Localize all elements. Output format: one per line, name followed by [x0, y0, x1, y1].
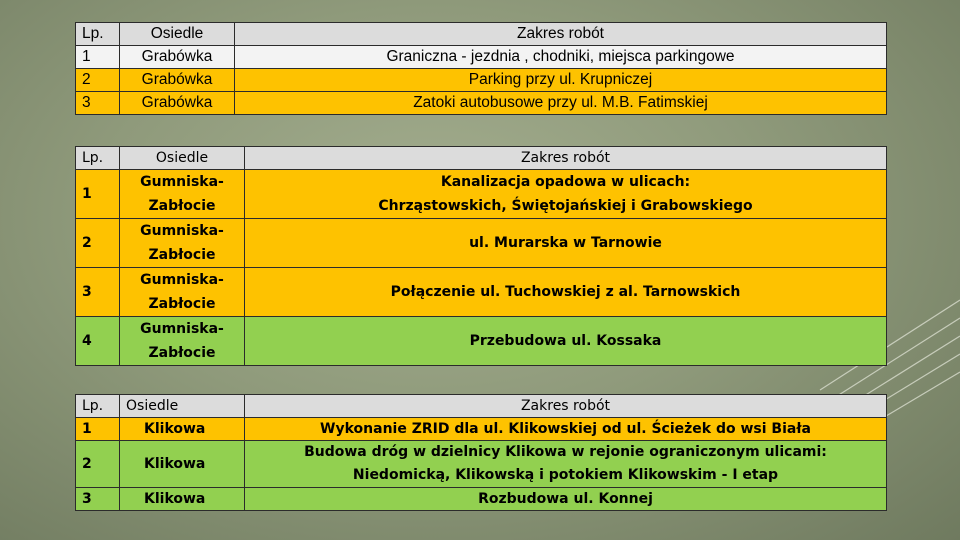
- header-osiedle: Osiedle: [120, 23, 235, 46]
- table-row: [76, 317, 887, 366]
- table-row: [76, 92, 887, 115]
- table-row: [76, 488, 887, 511]
- table-header-row: [76, 147, 887, 170]
- cell-osiedle: [120, 317, 245, 366]
- table-grabowka: [75, 22, 887, 115]
- osiedle-line: Zabłocie: [148, 345, 216, 361]
- table-row: [76, 219, 887, 268]
- table-klikowa: [75, 394, 887, 511]
- cell-zakres: Połączenie ul. Tuchowskiej z al. Tarnowskich: [245, 268, 887, 317]
- cell-lp: 2: [76, 441, 120, 488]
- header-zakres: Zakres robót: [245, 395, 887, 418]
- osiedle-line: Gumniska-: [140, 321, 224, 337]
- table-row: [76, 46, 887, 69]
- table-row: [76, 441, 887, 488]
- header-zakres: Zakres robót: [245, 147, 887, 170]
- cell-osiedle: Grabówka: [120, 92, 235, 115]
- cell-zakres: Graniczna - jezdnia , chodniki, miejsca parkingowe: [235, 46, 887, 69]
- cell-zakres: [245, 441, 887, 488]
- table-row: [76, 69, 887, 92]
- header-osiedle: Osiedle: [120, 395, 245, 418]
- zakres-line: Chrząstowskich, Świętojańskiej i Grabowskiego: [378, 198, 753, 214]
- cell-osiedle: Klikowa: [120, 441, 245, 488]
- cell-osiedle: [120, 170, 245, 219]
- cell-zakres: Rozbudowa ul. Konnej: [245, 488, 887, 511]
- table-header-row: [76, 23, 887, 46]
- table-gumniska-zablocie: [75, 146, 887, 366]
- header-lp: Lp.: [76, 395, 120, 418]
- cell-lp: 4: [76, 317, 120, 366]
- cell-zakres: Przebudowa ul. Kossaka: [245, 317, 887, 366]
- cell-zakres: ul. Murarska w Tarnowie: [245, 219, 887, 268]
- cell-zakres: [245, 170, 887, 219]
- cell-osiedle: [120, 268, 245, 317]
- cell-osiedle: [120, 219, 245, 268]
- osiedle-line: Gumniska-: [140, 272, 224, 288]
- cell-lp: 3: [76, 488, 120, 511]
- table-row: [76, 268, 887, 317]
- osiedle-line: Gumniska-: [140, 174, 224, 190]
- cell-osiedle: Grabówka: [120, 69, 235, 92]
- zakres-line: Budowa dróg w dzielnicy Klikowa w rejonie ograniczonym ulicami:: [304, 444, 827, 460]
- table-row: [76, 170, 887, 219]
- cell-zakres: Wykonanie ZRID dla ul. Klikowskiej od ul. Ścieżek do wsi Biała: [245, 418, 887, 441]
- cell-zakres: Parking przy ul. Krupniczej: [235, 69, 887, 92]
- cell-lp: 1: [76, 170, 120, 219]
- table-row: [76, 418, 887, 441]
- table-header-row: [76, 395, 887, 418]
- header-zakres: Zakres robót: [235, 23, 887, 46]
- header-lp: Lp.: [76, 23, 120, 46]
- cell-lp: 3: [76, 92, 120, 115]
- cell-lp: 2: [76, 69, 120, 92]
- cell-lp: 1: [76, 46, 120, 69]
- osiedle-line: Zabłocie: [148, 296, 216, 312]
- header-lp: Lp.: [76, 147, 120, 170]
- osiedle-line: Zabłocie: [148, 247, 216, 263]
- cell-lp: 3: [76, 268, 120, 317]
- cell-osiedle: Grabówka: [120, 46, 235, 69]
- cell-lp: 1: [76, 418, 120, 441]
- zakres-line: Kanalizacja opadowa w ulicach:: [440, 174, 691, 190]
- cell-zakres: Zatoki autobusowe przy ul. M.B. Fatimskiej: [235, 92, 887, 115]
- header-osiedle: Osiedle: [120, 147, 245, 170]
- cell-lp: 2: [76, 219, 120, 268]
- zakres-line: Niedomicką, Klikowską i potokiem Klikowskim - I etap: [352, 467, 779, 483]
- osiedle-line: Gumniska-: [140, 223, 224, 239]
- osiedle-line: Zabłocie: [148, 198, 216, 214]
- cell-osiedle: Klikowa: [120, 488, 245, 511]
- cell-osiedle: Klikowa: [120, 418, 245, 441]
